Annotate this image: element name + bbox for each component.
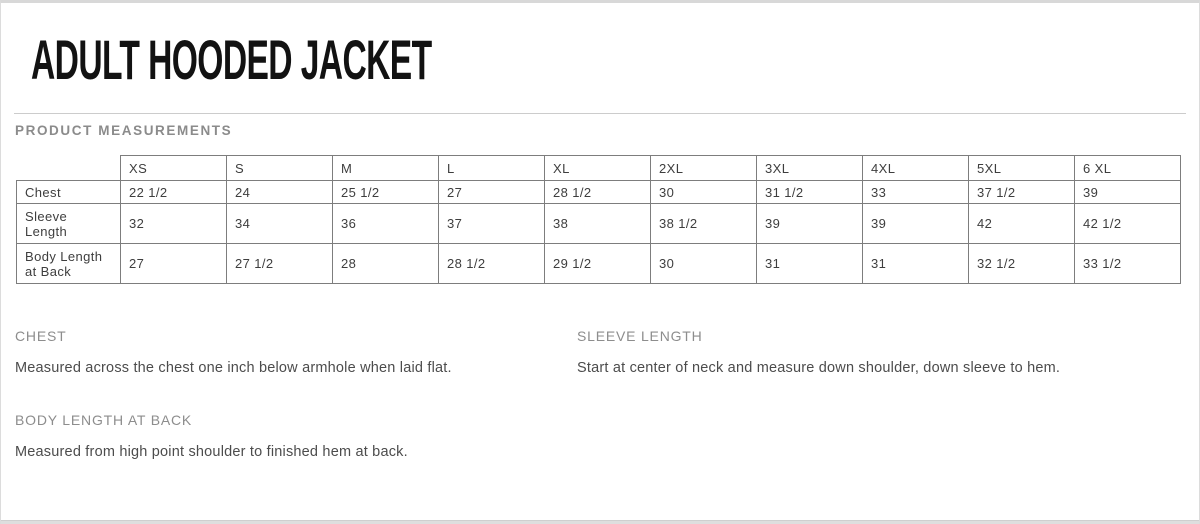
definition-heading: BODY LENGTH AT BACK — [15, 412, 193, 428]
measurement-cell: 42 1/2 — [1075, 204, 1181, 244]
measurement-cell: 38 1/2 — [651, 204, 757, 244]
measurement-cell: 29 1/2 — [545, 244, 651, 284]
measurement-cell: 39 — [1075, 181, 1181, 204]
measurement-cell: 37 — [439, 204, 545, 244]
measurement-cell: 33 — [863, 181, 969, 204]
measurement-cell: 37 1/2 — [969, 181, 1075, 204]
measurement-cell: 28 1/2 — [439, 244, 545, 284]
size-header-row — [17, 156, 1181, 181]
definition-heading: SLEEVE LENGTH — [577, 328, 703, 344]
size-column-header: 2XL — [651, 156, 757, 181]
table-row-chest — [17, 181, 1181, 204]
measurement-cell: 30 — [651, 244, 757, 284]
measurement-cell: 25 1/2 — [333, 181, 439, 204]
measurement-cell: 32 — [121, 204, 227, 244]
measurement-cell: 39 — [757, 204, 863, 244]
row-label: Sleeve Length — [17, 204, 121, 244]
measurement-cell: 28 1/2 — [545, 181, 651, 204]
size-column-header: S — [227, 156, 333, 181]
size-column-header: 5XL — [969, 156, 1075, 181]
measurement-cell: 32 1/2 — [969, 244, 1075, 284]
section-heading-product-measurements: PRODUCT MEASUREMENTS — [15, 123, 233, 138]
bottom-edge-border — [1, 520, 1199, 524]
corner-cell — [17, 156, 121, 181]
measurement-cell: 30 — [651, 181, 757, 204]
measurement-cell: 31 — [863, 244, 969, 284]
row-label: Chest — [17, 181, 121, 204]
measurement-cell: 28 — [333, 244, 439, 284]
size-column-header: 6 XL — [1075, 156, 1181, 181]
measurement-cell: 22 1/2 — [121, 181, 227, 204]
title-divider — [14, 113, 1186, 114]
measurement-cell: 31 1/2 — [757, 181, 863, 204]
measurement-cell: 34 — [227, 204, 333, 244]
size-column-header: M — [333, 156, 439, 181]
definition-text: Measured across the chest one inch below armhole when laid flat. — [15, 360, 452, 376]
size-column-header: XL — [545, 156, 651, 181]
size-column-header: XS — [121, 156, 227, 181]
measurement-cell: 38 — [545, 204, 651, 244]
measurement-cell: 36 — [333, 204, 439, 244]
measurement-cell: 42 — [969, 204, 1075, 244]
table-row-sleeve-length — [17, 204, 1181, 244]
definition-heading: CHEST — [15, 328, 67, 344]
size-column-header: L — [439, 156, 545, 181]
definitions-section — [15, 328, 1199, 468]
measurement-cell: 33 1/2 — [1075, 244, 1181, 284]
definition-text: Start at center of neck and measure down shoulder, down sleeve to hem. — [577, 360, 1061, 376]
measurement-cell: 31 — [757, 244, 863, 284]
definition-sleeve-length — [577, 328, 1077, 384]
measurement-cell: 39 — [863, 204, 969, 244]
page-title: ADULT HOODED JACKET — [31, 28, 432, 91]
definition-body-length-at-back — [15, 412, 577, 468]
definition-chest — [15, 328, 577, 384]
measurement-cell: 27 1/2 — [227, 244, 333, 284]
size-column-header: 4XL — [863, 156, 969, 181]
measurement-cell: 27 — [439, 181, 545, 204]
measurement-cell: 24 — [227, 181, 333, 204]
table-row-body-length-at-back — [17, 244, 1181, 284]
measurement-cell: 27 — [121, 244, 227, 284]
definition-text: Measured from high point shoulder to finished hem at back. — [15, 444, 408, 460]
row-label: Body Length at Back — [17, 244, 121, 284]
size-column-header: 3XL — [757, 156, 863, 181]
measurements-table — [16, 155, 1181, 284]
